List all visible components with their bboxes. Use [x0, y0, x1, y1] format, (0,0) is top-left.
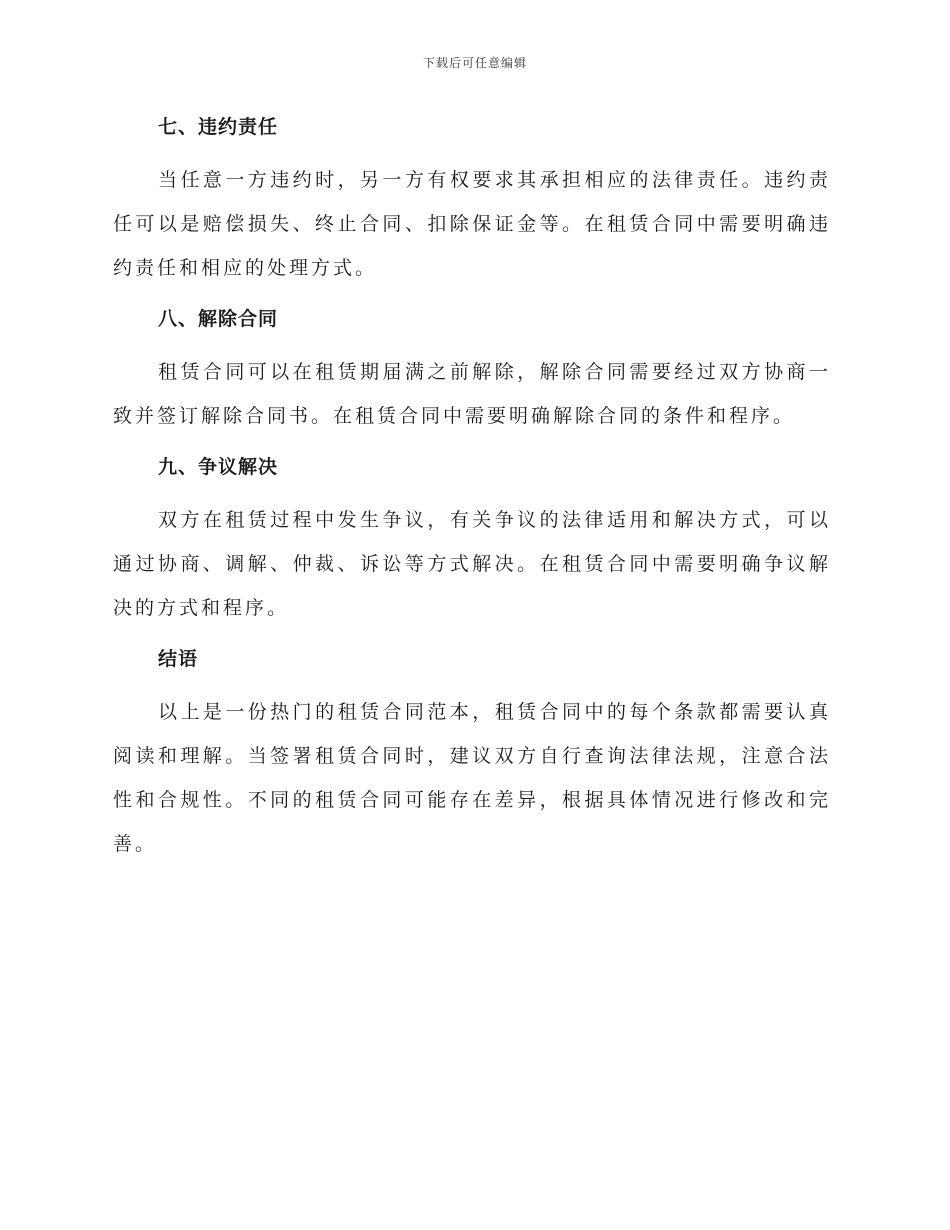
section-heading: 八、解除合同	[158, 308, 279, 330]
page-header: 下载后可任意编辑	[422, 56, 527, 70]
section-heading: 结语	[158, 648, 199, 670]
section-dispute-resolution	[113, 452, 831, 630]
section-paragraph: 当任意一方违约时，另一方有权要求其承担相应的法律责任。违约责任可以是赔偿损失、终止合同、扣除保证金等。在租赁合同中需要明确违约责任和相应的处理方式。	[113, 169, 831, 279]
section-paragraph: 双方在租赁过程中发生争议，有关争议的法律适用和解决方式，可以通过协商、调解、仲裁、诉讼等方式解决。在租赁合同中需要明确争议解决的方式和程序。	[113, 509, 831, 619]
section-heading: 七、违约责任	[158, 116, 279, 138]
section-paragraph: 以上是一份热门的租赁合同范本，租赁合同中的每个条款都需要认真阅读和理解。当签署租赁合同时，建议双方自行查询法律法规，注意合法性和合规性。不同的租赁合同可能存在差异，根据具体情况进行修改和完善。	[113, 701, 831, 855]
section-heading: 九、争议解决	[158, 456, 279, 478]
section-contract-termination	[113, 304, 831, 438]
section-paragraph: 租赁合同可以在租赁期届满之前解除，解除合同需要经过双方协商一致并签订解除合同书。在租赁合同中需要明确解除合同的条件和程序。	[113, 361, 831, 427]
document-body	[113, 112, 831, 880]
section-breach-liability	[113, 112, 831, 290]
section-conclusion	[113, 644, 831, 866]
